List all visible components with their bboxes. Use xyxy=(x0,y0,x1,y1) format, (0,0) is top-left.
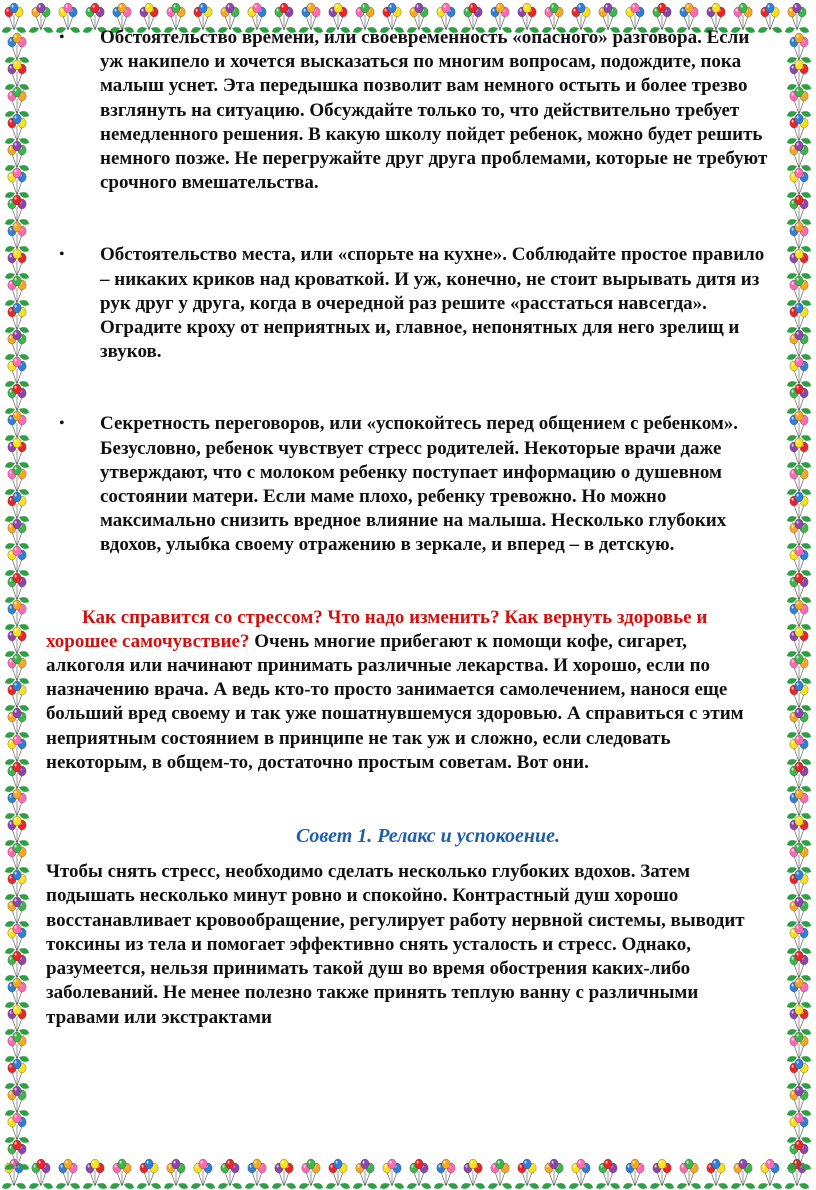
list-item xyxy=(46,412,770,557)
balloon-bunch-icon xyxy=(5,1005,29,1035)
balloon-bunch-icon xyxy=(380,1159,404,1189)
balloon-border-right xyxy=(782,0,816,1190)
balloon-bunch-icon xyxy=(787,330,811,360)
list-item xyxy=(46,26,770,195)
balloon-bunch-icon xyxy=(5,33,29,63)
balloon-bunch-icon xyxy=(5,330,29,360)
balloon-bunch-icon xyxy=(5,114,29,144)
balloon-bunch-icon xyxy=(787,33,811,63)
balloon-bunch-icon xyxy=(83,1159,107,1189)
balloon-bunch-icon xyxy=(787,465,811,495)
balloon-border-art xyxy=(782,0,816,1190)
balloon-bunch-icon xyxy=(5,762,29,792)
balloon-bunch-icon xyxy=(650,1159,674,1189)
balloon-bunch-icon xyxy=(787,222,811,252)
balloon-bunch-icon xyxy=(5,276,29,306)
bullet-text-time: Обстоятельство времени, или своевременность «опасного» разговора. Если уж накипело и хочется высказаться по многим вопросам, подождите, пока малыш уснет. Эта передышка позволит вам немного остыть и более трезво взглянуть на ситуацию. Обсуждайте только то, что действительно требует немедленного решения. В какую школу пойдет ребенок, можно будет решить немного позже. Не перегружайте друг друга проблемами, которые не требуют срочного вмешательства. xyxy=(100,27,768,194)
balloon-bunch-icon xyxy=(5,978,29,1008)
balloon-bunch-icon xyxy=(542,1159,566,1189)
balloon-bunch-icon xyxy=(5,843,29,873)
balloon-bunch-icon xyxy=(5,816,29,846)
balloon-bunch-icon xyxy=(5,1086,29,1116)
balloon-bunch-icon xyxy=(5,1032,29,1062)
balloon-bunch-icon xyxy=(5,627,29,657)
balloon-bunch-icon xyxy=(5,384,29,414)
balloon-bunch-icon xyxy=(787,762,811,792)
balloon-bunch-icon xyxy=(5,789,29,819)
balloon-bunch-icon xyxy=(272,1159,296,1189)
balloon-bunch-icon xyxy=(731,1159,755,1189)
balloon-bunch-icon xyxy=(434,1159,458,1189)
balloon-bunch-icon xyxy=(515,1159,539,1189)
bullet-marker: • xyxy=(59,246,65,264)
balloon-bunch-icon xyxy=(787,573,811,603)
bullet-list xyxy=(46,26,770,558)
balloon-bunch-icon xyxy=(787,843,811,873)
balloon-bunch-icon xyxy=(5,303,29,333)
intro-text: Очень многие прибегают к помощи кофе, сигарет, алкоголя или начинают принимать различные лекарства. И хорошо, если по назначению врача. А ведь кто-то просто занимается самолечением, нанося еще больший вред своему и так уже пошатнувшемуся здоровью. А справиться с этим неприятным состоянием в принципе не так уж и сложно, если следовать некоторым, в общем-то, достаточно простым советам. Вот они. xyxy=(46,630,744,773)
balloon-bunch-icon xyxy=(787,195,811,225)
balloon-bunch-icon xyxy=(787,303,811,333)
balloon-bunch-icon xyxy=(623,1159,647,1189)
balloon-bunch-icon xyxy=(5,600,29,630)
balloon-bunch-icon xyxy=(787,519,811,549)
balloon-bunch-icon xyxy=(5,411,29,441)
balloon-bunch-icon xyxy=(5,492,29,522)
balloon-bunch-icon xyxy=(5,1113,29,1143)
balloon-bunch-icon xyxy=(758,1159,782,1189)
balloon-bunch-icon xyxy=(787,1086,811,1116)
balloon-bunch-icon xyxy=(110,1159,134,1189)
balloon-bunch-icon xyxy=(5,519,29,549)
balloon-bunch-icon xyxy=(5,546,29,576)
balloon-bunch-icon xyxy=(5,438,29,468)
balloon-bunch-icon xyxy=(787,735,811,765)
balloon-bunch-icon xyxy=(218,1159,242,1189)
balloon-bunch-icon xyxy=(5,222,29,252)
balloon-bunch-icon xyxy=(704,1159,728,1189)
bullet-text-place: Обстоятельство места, или «спорьте на кухне». Соблюдайте простое правило – никаких криков над кроваткой. И уж, конечно, не стоит вырывать дитя из рук друг у друга, когда в очередной раз решите «расстаться навсегда». Оградите кроху от неприятных и, главное, непонятных для него зрелищ и звуков. xyxy=(100,244,765,363)
balloon-bunch-icon xyxy=(787,168,811,198)
document-body xyxy=(46,26,770,1030)
balloon-bunch-icon xyxy=(787,1140,811,1170)
balloon-bunch-icon xyxy=(5,735,29,765)
intro-highlight: Как справится со стрессом? Что надо изменить? Как вернуть здоровье и хорошее самочувствие? xyxy=(46,606,708,652)
balloon-bunch-icon xyxy=(5,951,29,981)
balloon-bunch-icon xyxy=(5,870,29,900)
bullet-marker: • xyxy=(59,29,65,46)
balloon-bunch-icon xyxy=(5,654,29,684)
balloon-bunch-icon xyxy=(787,114,811,144)
balloon-bunch-icon xyxy=(787,870,811,900)
balloon-bunch-icon xyxy=(5,357,29,387)
balloon-bunch-icon xyxy=(787,1005,811,1035)
balloon-bunch-icon xyxy=(787,1059,811,1089)
bullet-marker: • xyxy=(59,415,65,433)
balloon-bunch-icon xyxy=(569,1159,593,1189)
balloon-bunch-icon xyxy=(787,384,811,414)
balloon-bunch-icon xyxy=(787,978,811,1008)
balloon-bunch-icon xyxy=(787,87,811,117)
balloon-bunch-icon xyxy=(787,816,811,846)
balloon-bunch-icon xyxy=(787,438,811,468)
balloon-bunch-icon xyxy=(5,573,29,603)
balloon-bunch-icon xyxy=(5,87,29,117)
balloon-bunch-icon xyxy=(56,1159,80,1189)
balloon-border-art xyxy=(0,0,34,1190)
balloon-bunch-icon xyxy=(5,141,29,171)
balloon-bunch-icon xyxy=(596,1159,620,1189)
balloon-bunch-icon xyxy=(787,654,811,684)
balloon-bunch-icon xyxy=(787,600,811,630)
balloon-bunch-icon xyxy=(787,681,811,711)
balloon-bunch-icon xyxy=(787,708,811,738)
balloon-bunch-icon xyxy=(5,1059,29,1089)
balloon-bunch-icon xyxy=(137,1159,161,1189)
balloon-bunch-icon xyxy=(245,1159,269,1189)
balloon-bunch-icon xyxy=(787,627,811,657)
balloon-bunch-icon xyxy=(5,465,29,495)
balloon-bunch-icon xyxy=(5,249,29,279)
balloon-bunch-icon xyxy=(488,1159,512,1189)
balloon-border-left xyxy=(0,0,34,1190)
bullet-text-secrecy: Секретность переговоров, или «успокойтесь перед общением с ребенком». Безусловно, ребенок чувствует стресс родителей. Некоторые врачи даже утверждают, что с молоком ребенку поступает информацию о душевном состоянии матери. Если маме плохо, ребенку тревожно. Но можно максимально снизить вредное влияние на малыша. Несколько глубоких вдохов, улыбка своему отражению в зеркале, и вперед – в детскую. xyxy=(100,413,739,556)
balloon-bunch-icon xyxy=(5,195,29,225)
balloon-bunch-icon xyxy=(5,708,29,738)
list-item xyxy=(46,243,770,364)
balloon-bunch-icon xyxy=(5,681,29,711)
balloon-bunch-icon xyxy=(787,357,811,387)
balloon-bunch-icon xyxy=(5,1140,29,1170)
balloon-bunch-icon xyxy=(787,924,811,954)
balloon-bunch-icon xyxy=(5,168,29,198)
balloon-bunch-icon xyxy=(191,1159,215,1189)
balloon-border-art xyxy=(0,1156,816,1190)
advice-title: Совет 1. Релакс и успокоение. xyxy=(295,825,561,848)
balloon-bunch-icon xyxy=(787,789,811,819)
balloon-bunch-icon xyxy=(461,1159,485,1189)
balloon-bunch-icon xyxy=(5,924,29,954)
balloon-bunch-icon xyxy=(787,276,811,306)
balloon-bunch-icon xyxy=(787,951,811,981)
balloon-bunch-icon xyxy=(787,897,811,927)
balloon-bunch-icon xyxy=(407,1159,431,1189)
balloon-bunch-icon xyxy=(787,1032,811,1062)
balloon-bunch-icon xyxy=(787,249,811,279)
balloon-bunch-icon xyxy=(787,411,811,441)
advice-body: Чтобы снять стресс, необходимо сделать несколько глубоких вдохов. Затем подышать несколько минут ровно и спокойно. Контрастный душ хорошо восстанавливает кровообращение, регулирует работу нервной системы, выводит токсины из тела и помогает эффективно снять усталость и стресс. Однако, разумеется, нельзя принимать такой душ во время обострения каких-либо заболеваний. Не менее полезно также принять теплую ванну с различными травами или экстрактами xyxy=(46,861,745,1028)
balloon-bunch-icon xyxy=(5,897,29,927)
balloon-bunch-icon xyxy=(299,1159,323,1189)
intro-paragraph xyxy=(46,606,770,775)
balloon-bunch-icon xyxy=(787,141,811,171)
balloon-bunch-icon xyxy=(787,60,811,90)
balloon-bunch-icon xyxy=(326,1159,350,1189)
balloon-border-bottom xyxy=(0,1156,816,1190)
balloon-bunch-icon xyxy=(677,1159,701,1189)
balloon-bunch-icon xyxy=(5,60,29,90)
balloon-bunch-icon xyxy=(353,1159,377,1189)
balloon-bunch-icon xyxy=(787,546,811,576)
balloon-bunch-icon xyxy=(787,1113,811,1143)
balloon-bunch-icon xyxy=(164,1159,188,1189)
balloon-bunch-icon xyxy=(787,492,811,522)
